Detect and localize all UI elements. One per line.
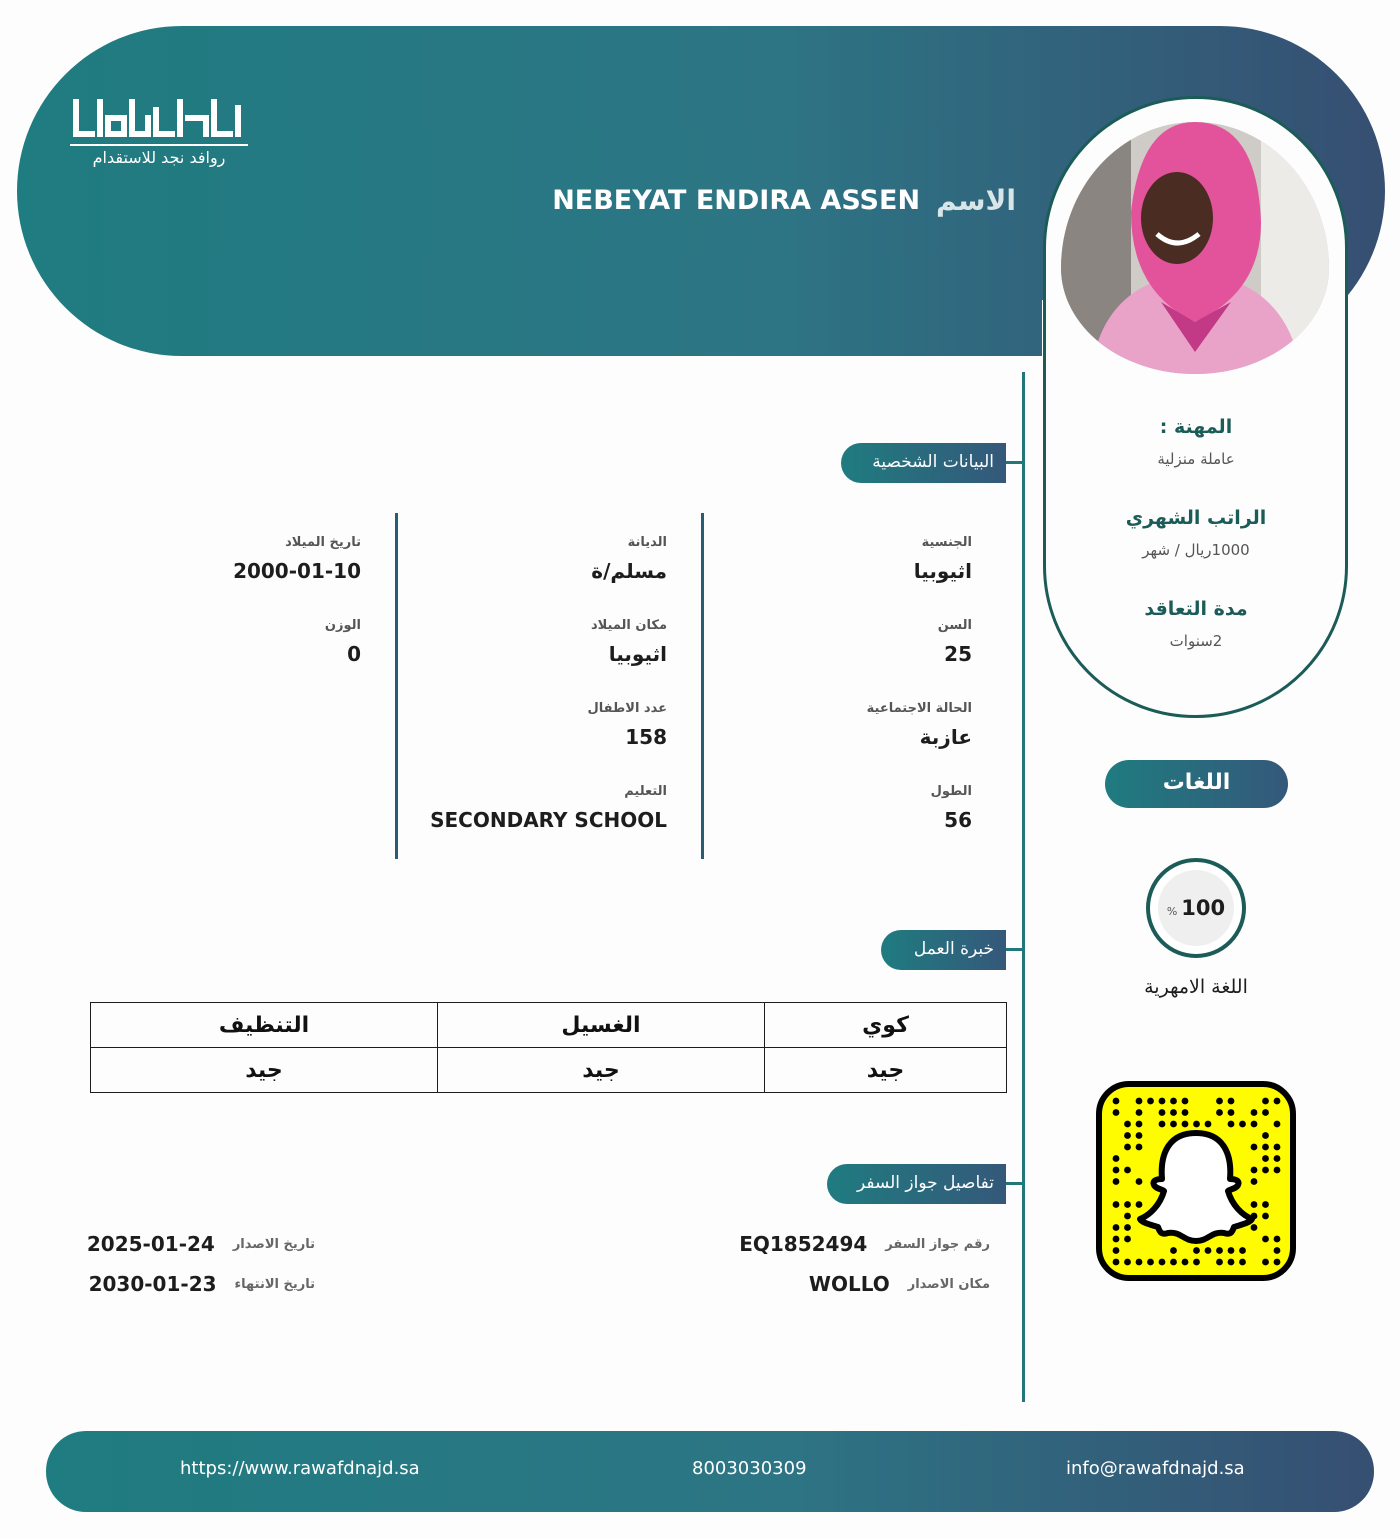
personal-tab-link (1006, 461, 1023, 464)
name-value: NEBEYAT ENDIRA ASSEN (552, 184, 921, 216)
field-value: 25 (944, 642, 972, 666)
passport-place-label: مكان الاصدار (907, 1276, 990, 1292)
field-weight (325, 618, 361, 666)
field-label: الطول (930, 784, 972, 799)
field-label: التعليم (624, 784, 667, 799)
passport-tab-link (1006, 1182, 1023, 1185)
passport-number-row (739, 1232, 990, 1256)
field-birth-date (233, 535, 361, 583)
timeline-line (1022, 372, 1025, 1402)
table-row (91, 1003, 1007, 1048)
field-value: اثيوبيا (913, 559, 972, 583)
experience-section-tab: خبرة العمل (881, 930, 1006, 970)
field-label: السن (937, 618, 972, 633)
name-label: الاسم (936, 183, 1016, 217)
column-divider-1 (701, 513, 704, 859)
field-value: SECONDARY SCHOOL (430, 808, 667, 832)
language-gauge-inner (1158, 870, 1234, 946)
passport-issue-row (87, 1232, 315, 1256)
field-education (430, 784, 667, 832)
table-row (91, 1048, 1007, 1093)
name-row (552, 180, 1016, 220)
language-percent: 100 (1181, 896, 1226, 920)
logo-mark-icon (72, 96, 248, 140)
field-label: الديانة (627, 535, 667, 550)
footer-email-link[interactable]: info@rawafdnajd.sa (1066, 1458, 1245, 1479)
passport-section-tab: تفاصيل جواز السفر (827, 1164, 1006, 1204)
field-value: 0 (347, 642, 361, 666)
company-logo (70, 96, 250, 176)
skill-name: التنظيف (91, 1003, 438, 1048)
passport-place-value: WOLLO (808, 1272, 890, 1296)
field-age (938, 618, 972, 666)
skill-level: جيد (91, 1048, 438, 1093)
profession-value: عاملة منزلية (1157, 450, 1235, 468)
contract-block (1046, 598, 1346, 650)
salary-block (1046, 507, 1346, 559)
languages-title: اللغات (1105, 760, 1288, 808)
profession-label: المهنة : (1159, 416, 1233, 438)
footer-website-link[interactable]: https://www.rawafdnajd.sa (180, 1458, 420, 1479)
logo-text: روافد نجد للاستقدام (92, 148, 226, 167)
experience-tab-link (1006, 948, 1023, 951)
field-value: 56 (944, 808, 972, 832)
skill-level: جيد (438, 1048, 765, 1093)
snapcode-ghost-icon[interactable] (1096, 1081, 1296, 1281)
field-value: عازبة (919, 725, 972, 749)
passport-expiry-value: 2030-01-23 (88, 1272, 217, 1296)
field-nationality (914, 535, 972, 583)
contract-value: 2سنوات (1169, 632, 1223, 650)
field-label: مكان الميلاد (590, 618, 667, 633)
field-children (588, 701, 668, 749)
skills-table (90, 1002, 1007, 1093)
profession-block (1046, 416, 1346, 468)
field-marital-status (867, 701, 972, 749)
field-label: عدد الاطفال (587, 701, 667, 716)
passport-issue-label: تاريخ الاصدار (232, 1236, 315, 1252)
language-percent-sign: % (1166, 905, 1178, 918)
passport-expiry-label: تاريخ الانتهاء (234, 1276, 315, 1292)
field-religion (591, 535, 667, 583)
footer-phone[interactable]: 8003030309 (692, 1458, 807, 1479)
passport-issue-value: 2025-01-24 (86, 1232, 215, 1256)
skill-name: كوي (765, 1003, 1007, 1048)
field-value: 2000-01-10 (233, 559, 361, 583)
salary-label: الراتب الشهري (1125, 507, 1267, 529)
passport-number-value: EQ1852494 (739, 1232, 868, 1256)
field-value: 158 (625, 725, 667, 749)
field-label: الجنسية (921, 535, 972, 550)
field-value: اثيوبيا (608, 642, 667, 666)
field-value: مسلم/ة (591, 559, 667, 583)
passport-expiry-row (89, 1272, 315, 1296)
field-label: الوزن (324, 618, 361, 633)
salary-value: 1000ريال / شهر (1142, 541, 1250, 559)
passport-place-row (809, 1272, 990, 1296)
column-divider-2 (395, 513, 398, 859)
skill-name: الغسيل (438, 1003, 765, 1048)
language-name: اللغة الامهرية (1144, 976, 1248, 998)
field-label: تاريخ الميلاد (285, 535, 361, 550)
personal-section-tab: البيانات الشخصية (841, 443, 1006, 483)
skill-level: جيد (765, 1048, 1007, 1093)
field-birth-place (591, 618, 667, 666)
field-label: الحالة الاجتماعية (866, 701, 972, 716)
contract-label: مدة التعاقد (1144, 598, 1248, 620)
passport-number-label: رقم جواز السفر (885, 1236, 990, 1252)
field-height (931, 784, 972, 832)
logo-divider (70, 144, 248, 146)
language-gauge (1146, 858, 1246, 958)
